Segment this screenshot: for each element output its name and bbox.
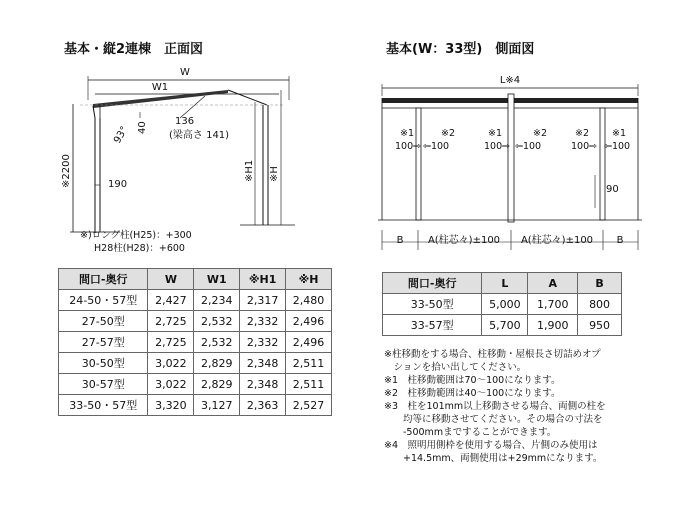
note-line: ※1 柱移動範囲は70～100になります。	[384, 375, 561, 386]
side-ann-val-5: 100⇨	[571, 141, 598, 152]
dim-h-label: ※H	[269, 166, 280, 182]
dim-2200-label: ※2200	[61, 154, 72, 188]
table-row: 33-50・57型 3,320 3,127 2,363 2,527	[59, 395, 332, 416]
header-l: L	[482, 273, 528, 294]
header-h: ※H	[286, 269, 332, 290]
side-ann-val-4: ⇦100	[515, 141, 542, 152]
header-h1: ※H1	[240, 269, 286, 290]
table-row: 33-50型 5,000 1,700 800	[383, 294, 622, 315]
dim-190-label: 190	[108, 179, 128, 190]
bottom-b-right: B	[616, 235, 624, 246]
beam-height-label: (梁高さ 141)	[169, 130, 230, 141]
side-spec-table	[382, 272, 622, 336]
dim-40-label: 40	[137, 121, 148, 134]
note-line: +14.5mm、両側使用は+29mmになります。	[384, 453, 603, 464]
note-line: 均等に移動させてください。その場合の寸法を	[384, 414, 603, 425]
note-line: ※3 柱を101mm以上移動させる場合、両側の柱を	[384, 401, 606, 412]
header-size: 間口-奥行	[59, 269, 148, 290]
long-post-note: ※)ロング柱(H25)：+300	[80, 230, 192, 241]
angle-label: 93°	[112, 124, 131, 146]
side-ann-val-1: 100⇨	[395, 141, 422, 152]
side-ann-6: ※1	[612, 128, 627, 139]
side-ann-val-2: ⇦100	[423, 141, 450, 152]
header-w1: W1	[194, 269, 240, 290]
side-elevation-drawing	[378, 70, 648, 255]
note-line: ションを拾い出してください。	[384, 362, 527, 373]
dim-90-label: 90	[606, 184, 619, 195]
table-row: 33-57型 5,700 1,900 950	[383, 315, 622, 336]
side-ann-4: ※2	[533, 128, 548, 139]
side-ann-val-3: 100⇨	[484, 141, 511, 152]
table-row: 30-57型 3,022 2,829 2,348 2,511	[59, 374, 332, 395]
side-view-title: 基本(W：33型) 側面図	[386, 42, 535, 57]
header-a: A	[528, 273, 578, 294]
dim-w1-label: W1	[151, 82, 169, 93]
notes-block	[384, 348, 606, 465]
side-ann-2: ※2	[441, 128, 456, 139]
note-line: ※柱移動をする場合、柱移動・屋根長さ切詰めオプ	[384, 349, 601, 360]
table-row: 24-50・57型 2,427 2,234 2,317 2,480	[59, 290, 332, 311]
dim-l-label: L※4	[499, 75, 521, 86]
header-w: W	[148, 269, 194, 290]
side-ann-3: ※1	[488, 128, 503, 139]
dim-h1-label: ※H1	[244, 159, 255, 182]
note-line: ※2 柱移動範囲は40～100になります。	[384, 388, 561, 399]
side-ann-1: ※1	[400, 128, 415, 139]
side-ann-val-6: ⇦100	[604, 141, 631, 152]
note-line: -500mmまですることができます。	[384, 427, 557, 438]
table-row: 30-50型 3,022 2,829 2,348 2,511	[59, 353, 332, 374]
front-spec-table	[58, 268, 332, 416]
table-header-row	[383, 273, 622, 294]
dim-136-label: 136	[175, 116, 195, 127]
table-row: 27-50型 2,725 2,532 2,332 2,496	[59, 311, 332, 332]
table-row: 27-57型 2,725 2,532 2,332 2,496	[59, 332, 332, 353]
dim-w-label: W	[180, 67, 190, 78]
bottom-a-right: A(柱芯々)±100	[520, 235, 594, 246]
h28-post-note: H28柱(H28)：+600	[94, 243, 185, 254]
bottom-b-left: B	[396, 235, 404, 246]
bottom-a-left: A(柱芯々)±100	[427, 235, 501, 246]
table-header-row	[59, 269, 332, 290]
header-b: B	[578, 273, 622, 294]
front-view-title: 基本・縦2連棟 正面図	[64, 42, 204, 57]
note-line: ※4 照明用側枠を使用する場合、片側のみ使用は	[384, 440, 598, 451]
header-size: 間口-奥行	[383, 273, 482, 294]
side-ann-5: ※2	[575, 128, 590, 139]
